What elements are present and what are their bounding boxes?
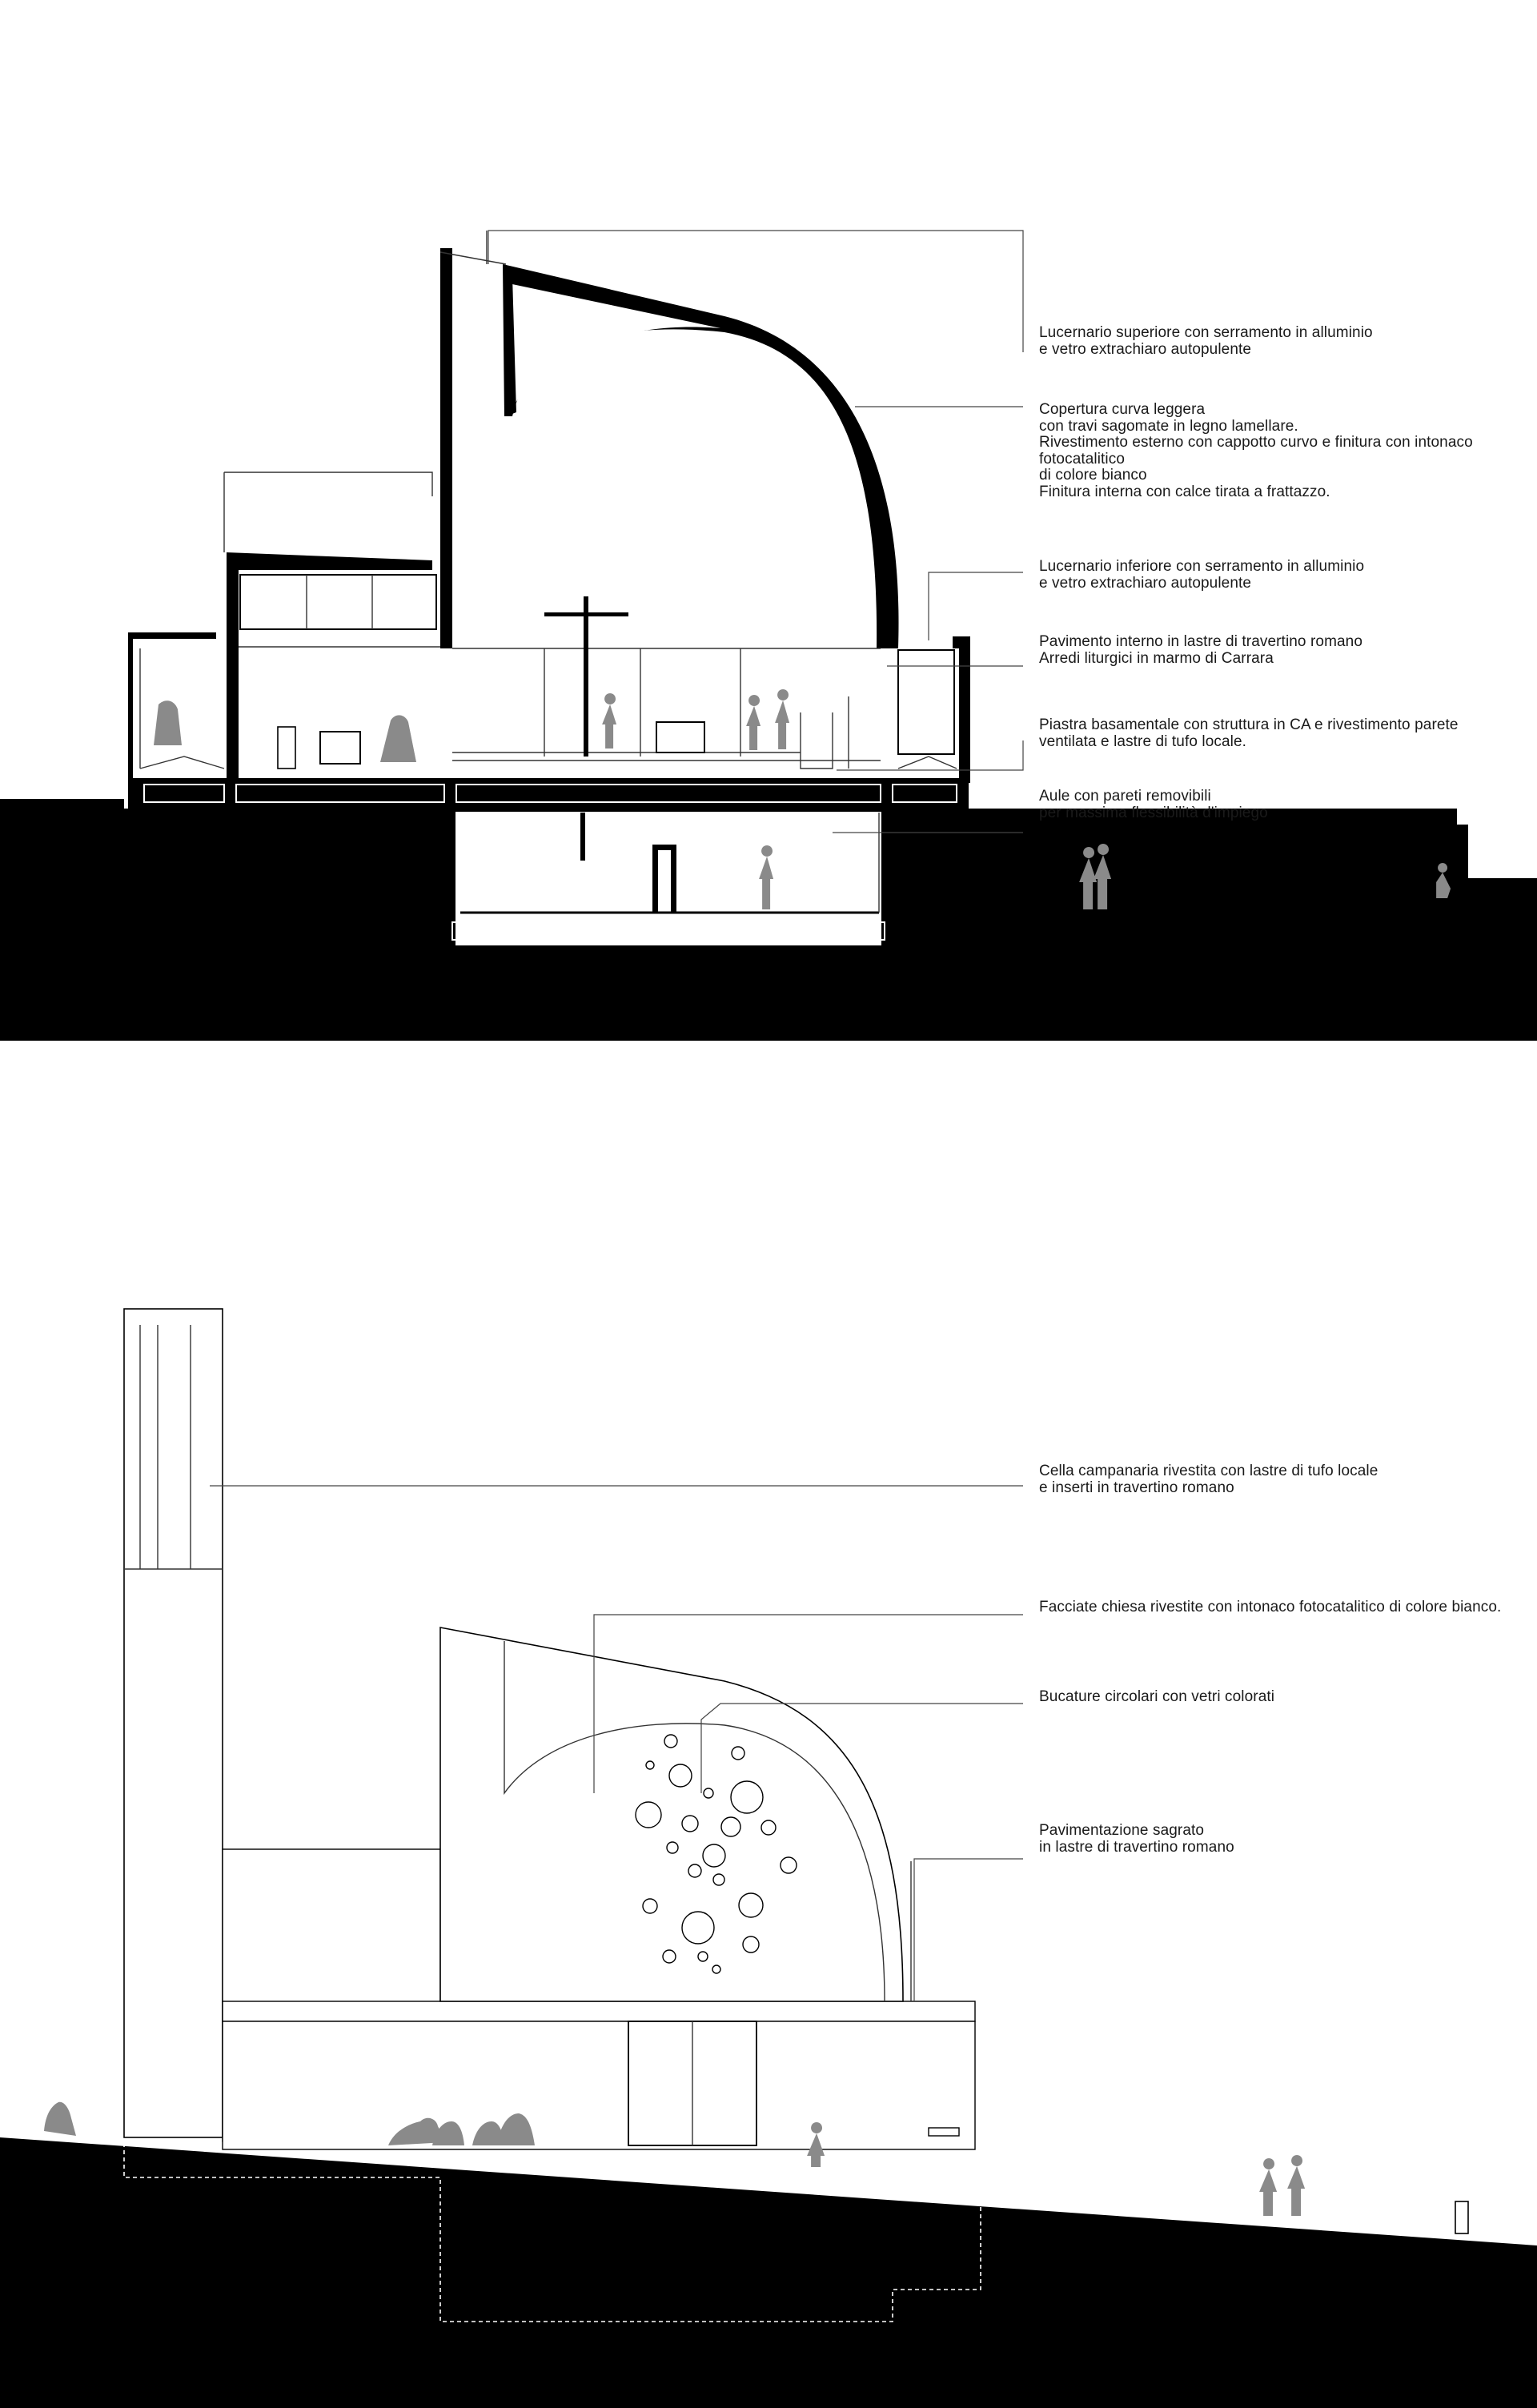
note-churchyard-paving: Pavimentazione sagrato in lastre di travertino romano xyxy=(1039,1822,1234,1856)
bell-tower xyxy=(124,1309,223,2137)
note-curved-roof: Copertura curva leggera con travi sagomate in legno lamellare. Rivestimento esterno con cappotto curvo e finitura con intonaco fotocatalitico di colore bianco Finitura interna con calce tirata a frattazzo. xyxy=(1039,401,1473,500)
note-bell-tower: Cella campanaria rivestita con lastre di tufo locale e inserti in travertino romano xyxy=(1039,1463,1378,1496)
note-classrooms: Aule con pareti removibili per massima flessibilità d'impiego xyxy=(1039,788,1268,821)
note-base-slab: Piastra basamentale con struttura in CA e rivestimento parete ventilata e lastre di tufo locale. xyxy=(1039,716,1459,750)
note-upper-skylight: Lucernario superiore con serramento in alluminio e vetro extrachiaro autopulente xyxy=(1039,324,1373,358)
note-circular-openings: Bucature circolari con vetri colorati xyxy=(1039,1688,1275,1705)
note-floor-furnishings: Pavimento interno in lastre di travertino romano Arredi liturgici in marmo di Carrara xyxy=(1039,633,1362,667)
base-slab xyxy=(128,778,969,810)
altar-cross xyxy=(584,596,588,757)
note-lower-skylight: Lucernario inferiore con serramento in alluminio e vetro extrachiaro autopulente xyxy=(1039,558,1365,592)
church-facade xyxy=(440,1627,903,2001)
note-facades: Facciate chiesa rivestite con intonaco fotocatalitico di colore bianco. xyxy=(1039,1599,1502,1615)
nave-wall xyxy=(440,248,452,648)
basement-room xyxy=(452,809,885,949)
